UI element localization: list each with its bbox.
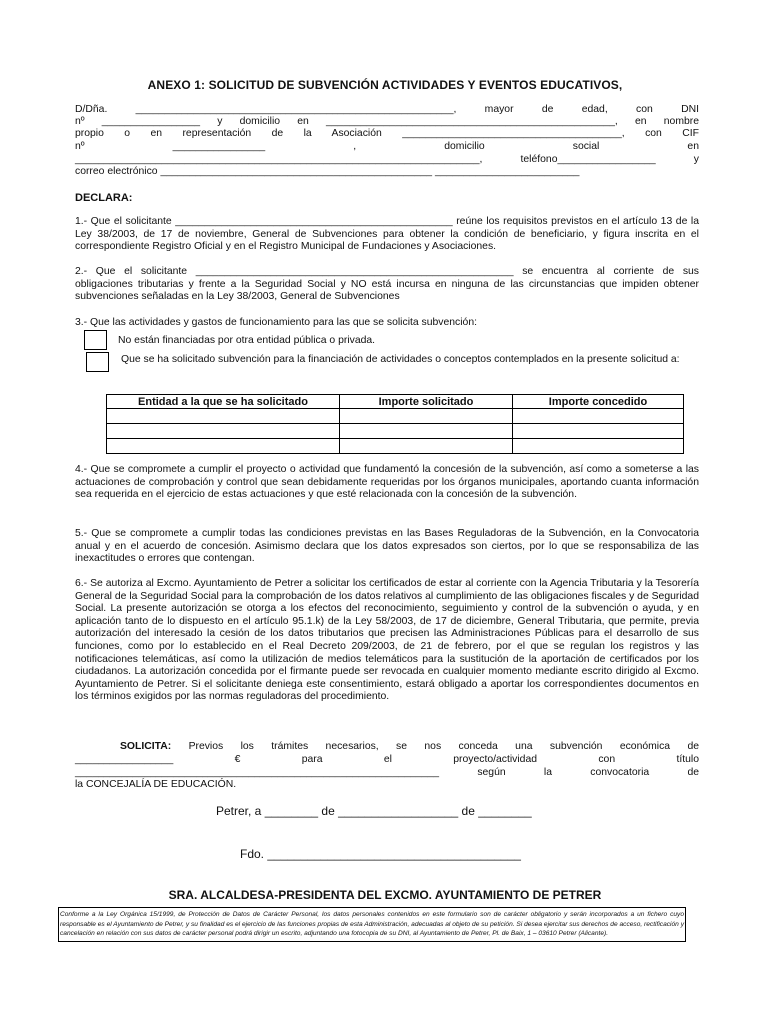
table-cell[interactable]	[340, 439, 513, 454]
applicant-line-1: D/Dña. _______________________________________________________, mayor de edad, con DNI	[75, 104, 699, 115]
table-cell[interactable]	[107, 409, 340, 424]
option-not-financed-checkbox[interactable]	[84, 330, 107, 350]
solicita-line-1	[120, 741, 699, 754]
declaration-item-1: 1.- Que el solicitante ________________________________________________ reúne los requisitos previstos en el artículo 13 de la Ley 38/2003, de 17 de noviembre, General de Subvenciones para obtener la condición de beneficiario, y figura inscrita en el correspondiente Registro Oficial y en el Registro Municipal de Fundaciones y Asociaciones.	[75, 216, 699, 253]
column-header-granted: Importe concedido	[513, 395, 684, 409]
applicant-line-2: nº _________________ y domicilio en __________________________________________________, en nombre	[75, 116, 699, 127]
table-cell[interactable]	[513, 439, 684, 454]
applicant-line-3: propio o en representación de la Asociación ______________________________________, con CIF	[75, 128, 699, 139]
declaration-item-5: 5.- Que se compromete a cumplir todas las condiciones previstas en las Bases Reguladoras de la Subvención, en la Convocatoria anual y en el acuerdo de concesión. Asimismo declara que los datos expresados son ciertos, por lo que se responsabiliza de las inexactitudes o errores que contengan.	[75, 528, 699, 565]
signature-line: Fdo. ______________________________________	[240, 847, 521, 861]
declara-heading: DECLARA:	[75, 192, 133, 204]
table-row	[107, 424, 684, 439]
table-cell[interactable]	[513, 424, 684, 439]
applicant-line-4: nº ________________ , domicilio social en	[75, 141, 699, 152]
declaration-item-3: 3.- Que las actividades y gastos de funcionamiento para las que se solicita subvención:	[75, 317, 478, 328]
option-requested-checkbox[interactable]	[86, 352, 109, 372]
table-header-row	[107, 395, 684, 409]
solicita-text: Previos los trámites necesarios, se nos conceda una subvención económica de	[188, 741, 699, 752]
applicant-line-5: ______________________________________________________________________, teléfono_________________ y	[75, 154, 699, 165]
form-title: ANEXO 1: SOLICITUD DE SUBVENCIÓN ACTIVIDADES Y EVENTOS EDUCATIVOS,	[147, 78, 623, 92]
table-cell[interactable]	[340, 424, 513, 439]
subsidy-table	[106, 394, 684, 454]
table-row	[107, 439, 684, 454]
column-header-entity: Entidad a la que se ha solicitado	[107, 395, 340, 409]
solicita-line-4: la CONCEJALÍA DE EDUCACIÓN.	[75, 779, 237, 790]
table-cell[interactable]	[107, 439, 340, 454]
option-not-financed-label: No están financiadas por otra entidad pública o privada.	[118, 335, 376, 346]
solicita-line-2: _________________ € para el proyecto/actividad con título	[75, 754, 699, 765]
table-cell[interactable]	[340, 409, 513, 424]
applicant-line-6: correo electrónico _______________________________________________ _________________________	[75, 166, 580, 177]
declaration-item-4: 4.- Que se compromete a cumplir el proyecto o actividad que fundamentó la concesión de la subvención, así como a someterse a las actuaciones de comprobación y control que sean debidamente requeridas por los órganos municipales, aportando cuanta información sea requerida en el ejercicio de estas actuaciones y que esté relacionada con la concesión de la subvención.	[75, 464, 699, 501]
addressee: SRA. ALCALDESA-PRESIDENTA DEL EXCMO. AYUNTAMIENTO DE PETRER	[168, 888, 602, 902]
table-cell[interactable]	[513, 409, 684, 424]
date-line: Petrer, a ________ de __________________ de ________	[216, 804, 532, 818]
declaration-item-6: 6.- Se autoriza al Excmo. Ayuntamiento de Petrer a solicitar los certificados de estar al corriente con la Agencia Tributaria y la Tesorería General de la Seguridad Social para la comprobación de los datos relativos al cumplimiento de las obligaciones fiscales y de Seguridad Social. La presente autorización se otorga a los efectos del reconocimiento, seguimiento y control de la subvención o ayuda, y en aplicación tanto de lo dispuesto en el artículo 95.1.k) de la Ley 58/2003, de 17 de diciembre, General Tributaria, que permite, previa autorización del interesado la cesión de los datos tributarios que precisen las Administraciones Públicas para el desarrollo de sus funciones, como por lo establecido en el Real Decreto 209/2003, de 21 de febrero, por el que se regulan los registros y las notificaciones telemáticas, así como la utilización de medios telemáticos para la sustitución de la aportación de certificados por los ciudadanos. La autorización concedida por el firmante puede ser revocada en cualquier momento mediante escrito dirigido al Excmo. Ayuntamiento de Petrer. Si el solicitante deniega este consentimiento, estará obligado a aportar los correspondientes documentos en los términos exigidos por las normas reguladoras del procedimiento.	[75, 578, 699, 703]
declaration-item-2: 2.- Que el solicitante _______________________________________________________ se encuentra al corriente de sus obligaciones tributarias y frente a la Seguridad Social y NO está incursa en ninguna de las circunstancias que impiden obtener subvenciones señaladas en la Ley 38/2003, General de Subvenciones	[75, 266, 699, 303]
table-cell[interactable]	[107, 424, 340, 439]
solicita-label: SOLICITA:	[120, 741, 172, 752]
data-protection-notice: Conforme a la Ley Orgánica 15/1999, de Protección de Datos de Carácter Personal, los datos personales contenidos en este formulario son de carácter obligatorio y serán incorporados a un fichero cuyo responsable es el Ayuntamiento de Petrer, y su finalidad es el ejercicio de las funciones propias de esta Administración, adecuadas al objeto de su petición. Si desea ejercitar sus derechos de acceso, rectificación y cancelación en relación con sus datos de carácter personal podrá dirigir un escrito, adjuntando una fotocopia de su DNI, al Ayuntamiento de Petrer, Pl. de Baix, 1 – 03610 Petrer (Alicante).	[58, 907, 686, 942]
option-requested-label: Que se ha solicitado subvención para la financiación de actividades o conceptos contemplados en la presente solicitud a:	[121, 354, 680, 365]
solicita-line-3: _______________________________________________________________ según la convocatoria de	[75, 767, 699, 778]
column-header-requested: Importe solicitado	[340, 395, 513, 409]
table-row	[107, 409, 684, 424]
